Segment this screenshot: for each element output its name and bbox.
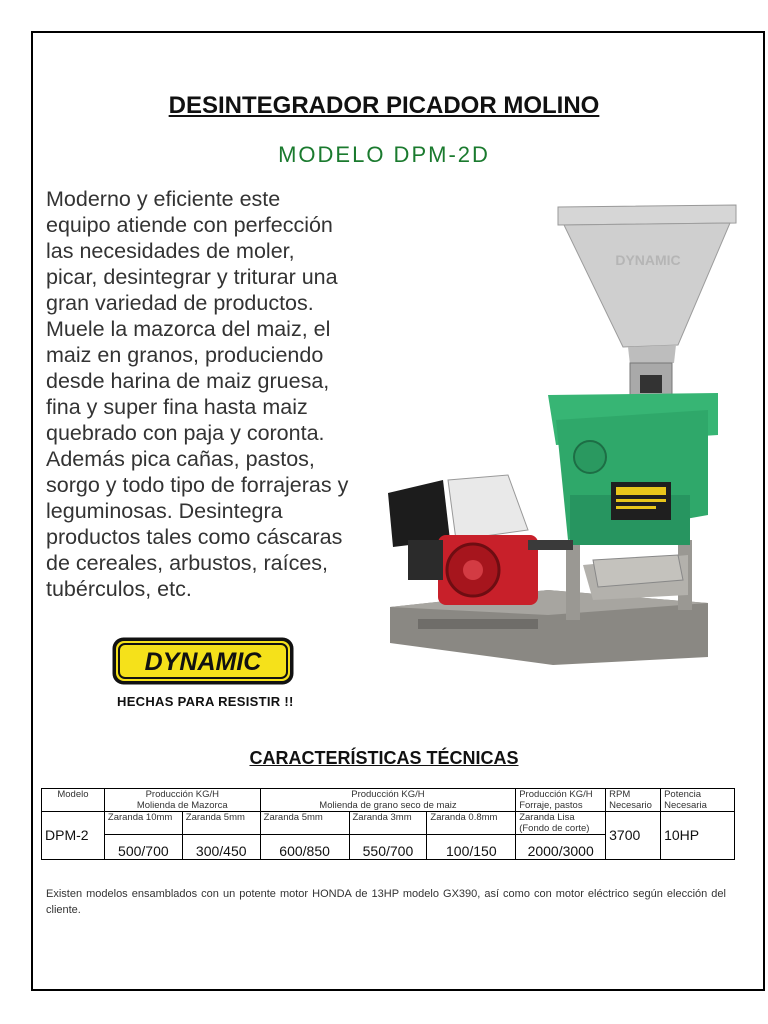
subheader-cell: Zaranda 0.8mm	[427, 812, 516, 835]
potencia-value: 10HP	[661, 812, 735, 860]
description-line: fina y super fina hasta maiz	[46, 395, 308, 419]
rpm-value: 3700	[606, 812, 661, 860]
header-rpm	[606, 789, 661, 812]
specs-table	[41, 788, 735, 860]
header-potencia	[661, 789, 735, 812]
model-cell: DPM-2	[42, 812, 105, 860]
header-text: Modelo	[57, 789, 89, 800]
footnote: Existen modelos ensamblados con un potente motor HONDA de 13HP modelo GX390, así como con motor eléctrico según elección del cliente.	[46, 888, 726, 916]
value-cell: 600/850	[260, 835, 349, 860]
header-text: Potencia	[664, 789, 702, 800]
description-line: quebrado con paja y coronta.	[46, 421, 325, 445]
subheader-cell: Zaranda 3mm	[349, 812, 427, 835]
machine-image	[378, 195, 740, 665]
description-line: desde harina de maiz gruesa,	[46, 369, 330, 393]
header-prod-mazorca	[104, 789, 260, 812]
description-line: productos tales como cáscaras	[46, 525, 343, 549]
header-text: Producción KG/H	[519, 789, 593, 800]
value-cell: 2000/3000	[516, 835, 606, 860]
header-text: RPM	[609, 789, 631, 800]
subheader-cell: Zaranda 5mm	[182, 812, 260, 835]
description-line: equipo atiende con perfección	[46, 213, 333, 237]
value-cell: 500/700	[104, 835, 182, 860]
subheader-cell	[516, 812, 606, 835]
value-cell: 300/450	[182, 835, 260, 860]
hopper-brand-text: DYNAMIC	[615, 252, 681, 268]
dynamic-logo	[111, 636, 295, 686]
section-title: CARACTERÍSTICAS TÉCNICAS	[249, 748, 519, 768]
header-text: Producción KG/H	[351, 789, 425, 800]
description-line: Muele la mazorca del maiz, el	[46, 317, 331, 341]
value-cell: 100/150	[427, 835, 516, 860]
subheader-cell: Zaranda 5mm	[260, 812, 349, 835]
description-line: maiz en granos, produciendo	[46, 343, 324, 367]
slogan: HECHAS PARA RESISTIR !!	[117, 694, 294, 709]
description-line: picar, desintegrar y triturar una	[46, 265, 338, 289]
table-row	[42, 812, 735, 835]
header-modelo	[42, 789, 105, 812]
header-text: Forraje, pastos	[519, 800, 583, 811]
value-cell: 550/700	[349, 835, 427, 860]
description-line: sorgo y todo tipo de forrajeras y	[46, 473, 349, 497]
header-text: Molienda de Mazorca	[136, 800, 228, 811]
table-header-row	[42, 789, 735, 812]
description-line: Moderno y eficiente este	[46, 187, 281, 211]
description-line: las necesidades de moler,	[46, 239, 295, 263]
description-line: Además pica cañas, pastos,	[46, 447, 315, 471]
description-line: de cereales, arbustos, raíces,	[46, 551, 329, 575]
header-prod-forraje	[516, 789, 606, 812]
subheader-text: (Fondo de corte)	[519, 823, 590, 834]
document-title: DESINTEGRADOR PICADOR MOLINO	[168, 92, 600, 119]
header-text: Molienda de grano seco de maiz	[319, 800, 457, 811]
description-line: gran variedad de productos.	[46, 291, 314, 315]
header-text: Necesario	[609, 800, 652, 811]
logo-text: DYNAMIC	[144, 648, 262, 676]
header-text: Necesaria	[664, 800, 707, 811]
model-subtitle: MODELO DPM-2D	[278, 142, 490, 167]
header-prod-grano	[260, 789, 516, 812]
product-description	[46, 186, 376, 602]
description-line: tubérculos, etc.	[46, 577, 192, 601]
subheader-cell: Zaranda 10mm	[104, 812, 182, 835]
subheader-text: Zaranda Lisa	[519, 812, 575, 823]
header-text: Producción KG/H	[145, 789, 219, 800]
description-line: leguminosas. Desintegra	[46, 499, 283, 523]
